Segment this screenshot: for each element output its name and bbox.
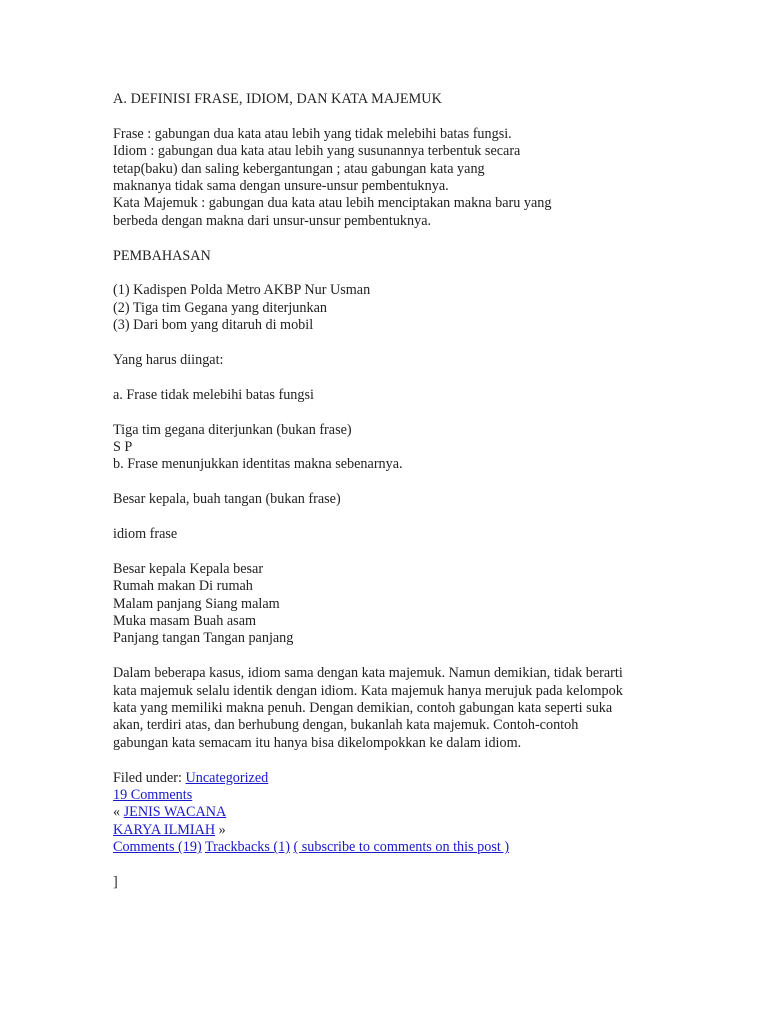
- filed-under-label: Filed under:: [113, 769, 182, 786]
- spacer: [113, 752, 673, 769]
- comparison-row: Rumah makan Di rumah: [113, 578, 253, 595]
- spacer: [113, 108, 673, 125]
- next-post-row: [113, 822, 673, 839]
- comparison-row: Malam panjang Siang malam: [113, 595, 280, 612]
- example-a: Tiga tim gegana diterjunkan (bukan frase): [113, 421, 352, 438]
- example-item: (2) Tiga tim Gegana yang diterjunkan: [113, 299, 327, 316]
- spacer: [113, 265, 673, 282]
- previous-post-link[interactable]: JENIS WACANA: [123, 804, 227, 821]
- point-a: a. Frase tidak melebihi batas fungsi: [113, 386, 314, 403]
- next-marker: »: [218, 821, 226, 838]
- spacer: [113, 543, 673, 560]
- spacer: [113, 648, 673, 665]
- comparison-row: Muka masam Buah asam: [113, 613, 257, 630]
- previous-post-row: [113, 804, 673, 821]
- closing-paragraph-line: Dalam beberapa kasus, idiom sama dengan kata majemuk. Namun demikian, tidak berarti: [113, 665, 623, 682]
- comparison-row: Panjang tangan Tangan panjang: [113, 630, 294, 647]
- document-page: [113, 91, 673, 892]
- category-link[interactable]: Uncategorized: [185, 769, 269, 786]
- example-item: (3) Dari bom yang ditaruh di mobil: [113, 317, 314, 334]
- spacer: [113, 335, 673, 352]
- closing-paragraph-line: kata majemuk selalu identik dengan idiom. Kata majemuk hanya merujuk pada kelompok: [113, 682, 623, 699]
- spacer: [113, 857, 673, 874]
- closing-paragraph-line: gabungan kata semacam itu hanya bisa dikelompokkan ke dalam idiom.: [113, 734, 522, 751]
- spacer: [113, 404, 673, 421]
- comments-count-link[interactable]: 19 Comments: [113, 787, 193, 804]
- spacer: [113, 230, 673, 247]
- definition-line: tetap(baku) dan saling kebergantungan ; atau gabungan kata yang: [113, 160, 485, 177]
- trackbacks-link[interactable]: Trackbacks (1): [204, 839, 290, 856]
- definition-line: Frase : gabungan dua kata atau lebih yang tidak melebihi batas fungsi.: [113, 125, 512, 142]
- example-item: (1) Kadispen Polda Metro AKBP Nur Usman: [113, 282, 371, 299]
- page-title: A. DEFINISI FRASE, IDIOM, DAN KATA MAJEMUK: [113, 91, 442, 107]
- spacer: [113, 369, 673, 386]
- subject-predicate-label: S P: [113, 439, 133, 456]
- feed-links-row: [113, 839, 673, 856]
- point-b: b. Frase menunjukkan identitas makna sebenarnya.: [113, 456, 403, 473]
- filed-under-row: [113, 770, 673, 787]
- comments-link[interactable]: Comments (19): [113, 839, 202, 856]
- definition-line: berbeda dengan makna dari unsur-unsur pembentuknya.: [113, 212, 432, 229]
- next-post-link[interactable]: KARYA ILMIAH: [113, 821, 216, 838]
- spacer: [113, 509, 673, 526]
- remember-heading: Yang harus diingat:: [113, 352, 224, 369]
- comparison-header: idiom frase: [113, 526, 178, 543]
- comparison-row: Besar kepala Kepala besar: [113, 560, 264, 577]
- closing-paragraph-line: akan, terdiri atas, dan berhubung dengan, bukanlah kata majemuk. Contoh-contoh: [113, 717, 579, 734]
- subscribe-comments-link[interactable]: ( subscribe to comments on this post ): [293, 839, 510, 856]
- spacer: [113, 474, 673, 491]
- definition-line: maknanya tidak sama dengan unsure-unsur pembentuknya.: [113, 178, 449, 195]
- section-title: PEMBAHASAN: [113, 247, 211, 264]
- example-b: Besar kepala, buah tangan (bukan frase): [113, 491, 341, 508]
- closing-paragraph-line: kata yang memiliki makna penuh. Dengan demikian, contoh gabungan kata seperti suka: [113, 700, 613, 717]
- closing-bracket: ]: [113, 874, 118, 891]
- comments-count-row: [113, 787, 673, 804]
- definition-line: Kata Majemuk : gabungan dua kata atau lebih menciptakan makna baru yang: [113, 195, 552, 212]
- previous-marker: «: [113, 804, 121, 821]
- definition-line: Idiom : gabungan dua kata atau lebih yang susunannya terbentuk secara: [113, 143, 521, 160]
